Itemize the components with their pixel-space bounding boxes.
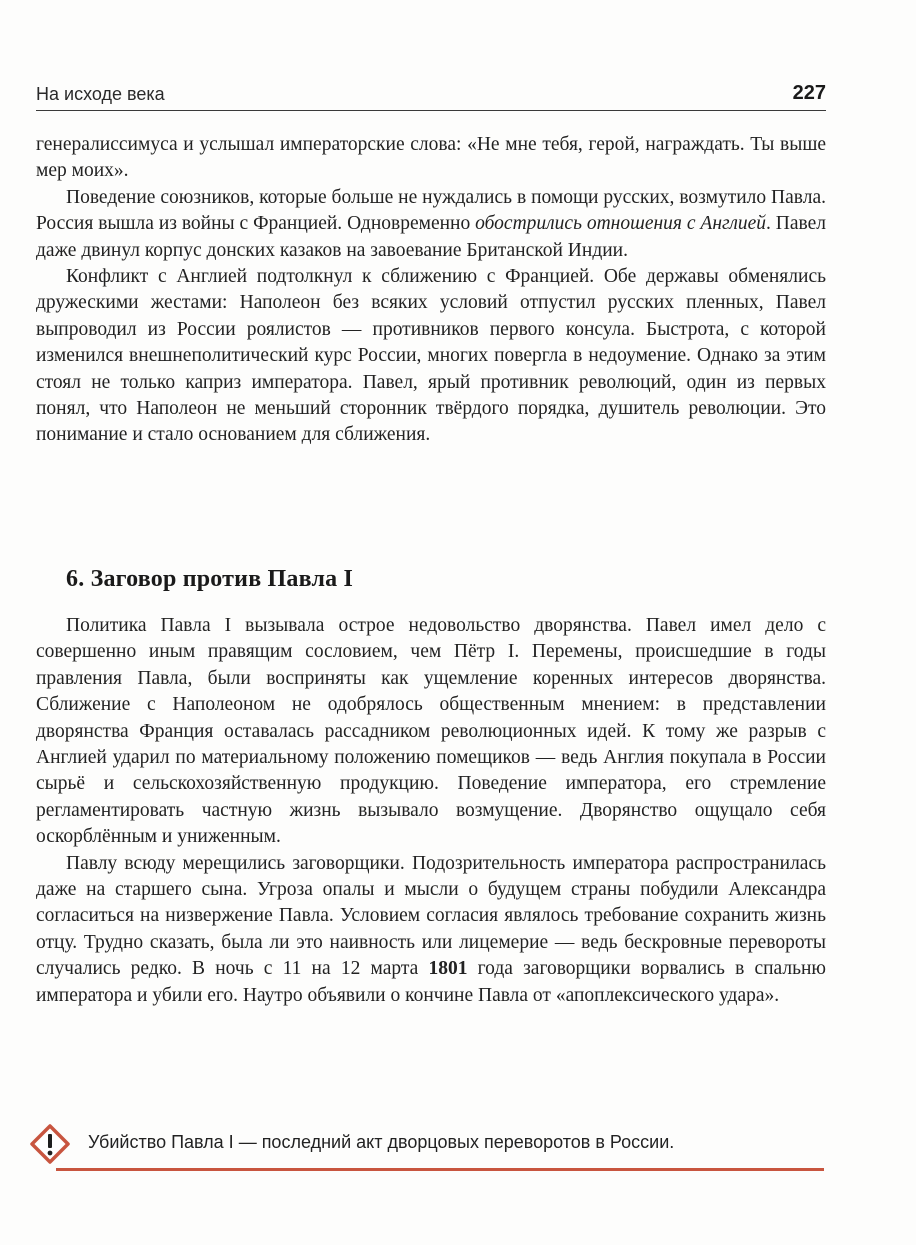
warning-diamond-icon	[30, 1124, 70, 1164]
body-text-top	[36, 132, 826, 449]
key-note-text: Убийство Павла I — последний акт дворцовых переворотов в России.	[88, 1132, 675, 1152]
running-header	[36, 80, 826, 111]
section-heading: 6. Заговор против Павла I	[66, 566, 354, 592]
page-number: 227	[792, 82, 826, 104]
section-title: На исходе века	[36, 84, 165, 104]
key-note-underline	[56, 1168, 824, 1171]
key-note	[30, 1120, 824, 1170]
paragraph: Конфликт с Англией подтолкнул к сближению с Францией. Обе державы обменялись дружескими жестами: Наполеон без всяких условий отпустил русских пленных, Павел выпроводил из России роялистов — противников первого консула. Быстрота, с которой изменился внешнеполитический курс России, многих повергла в недоумение. Однако за этим стоял не только каприз императора. Павел, ярый противник революций, один из первых понял, что Наполеон не меньший сторонник твёрдого порядка, душитель революции. Это понимание и стало основанием для сближения.	[36, 266, 826, 446]
emphasis-text: обострились отношения с Англией	[475, 213, 767, 235]
bold-year: 1801	[428, 958, 468, 980]
paragraph: Павлу всюду мерещились заговорщики. Подозрительность императора распространилась даже на старшего сына. Угроза опалы и мысли о будущем страны побудили Александра согласиться на низвержение Павла. Условием согласия являлось требование сохранить жизнь отцу. Трудно сказать, была ли это наивность или лицемерие — ведь бескровные перевороты случались редко. В ночь с 11 на 12 марта 1801 года заговорщики ворвались в спальню императора и убили его. Наутро объявили о кончине Павла от «апоплексического удара».	[36, 852, 826, 1006]
body-text-section	[36, 613, 826, 1009]
paragraph: Поведение союзников, которые больше не нуждались в помощи русских, возмутило Павла. Россия вышла из войны с Францией. Одновременно обострились отношения с Англией. Павел даже двинул корпус донских казаков на завоевание Британской Индии.	[36, 186, 827, 261]
paragraph: генералиссимуса и услышал императорские слова: «Не мне тебя, герой, награждать. Ты выше мер моих».	[36, 134, 826, 182]
paragraph: Политика Павла I вызывала острое недовольство дворянства. Павел имел дело с совершенно иным правящим сословием, чем Пётр I. Перемены, происшедшие в годы правления Павла, были восприняты как ущемление коренных интересов дворянства. Сближение с Наполеоном не одобрялось общественным мнением: в представлении дворянства Франция оставалась рассадником революционных идей. К тому же разрыв с Англией ударил по материальному положению помещиков — ведь Англия покупала в России сырьё и сельскохозяйственную продукцию. Поведение императора, его стремление регламентировать частную жизнь вызывало возмущение. Дворянство ощущало себя оскорблённым и униженным.	[36, 615, 826, 848]
